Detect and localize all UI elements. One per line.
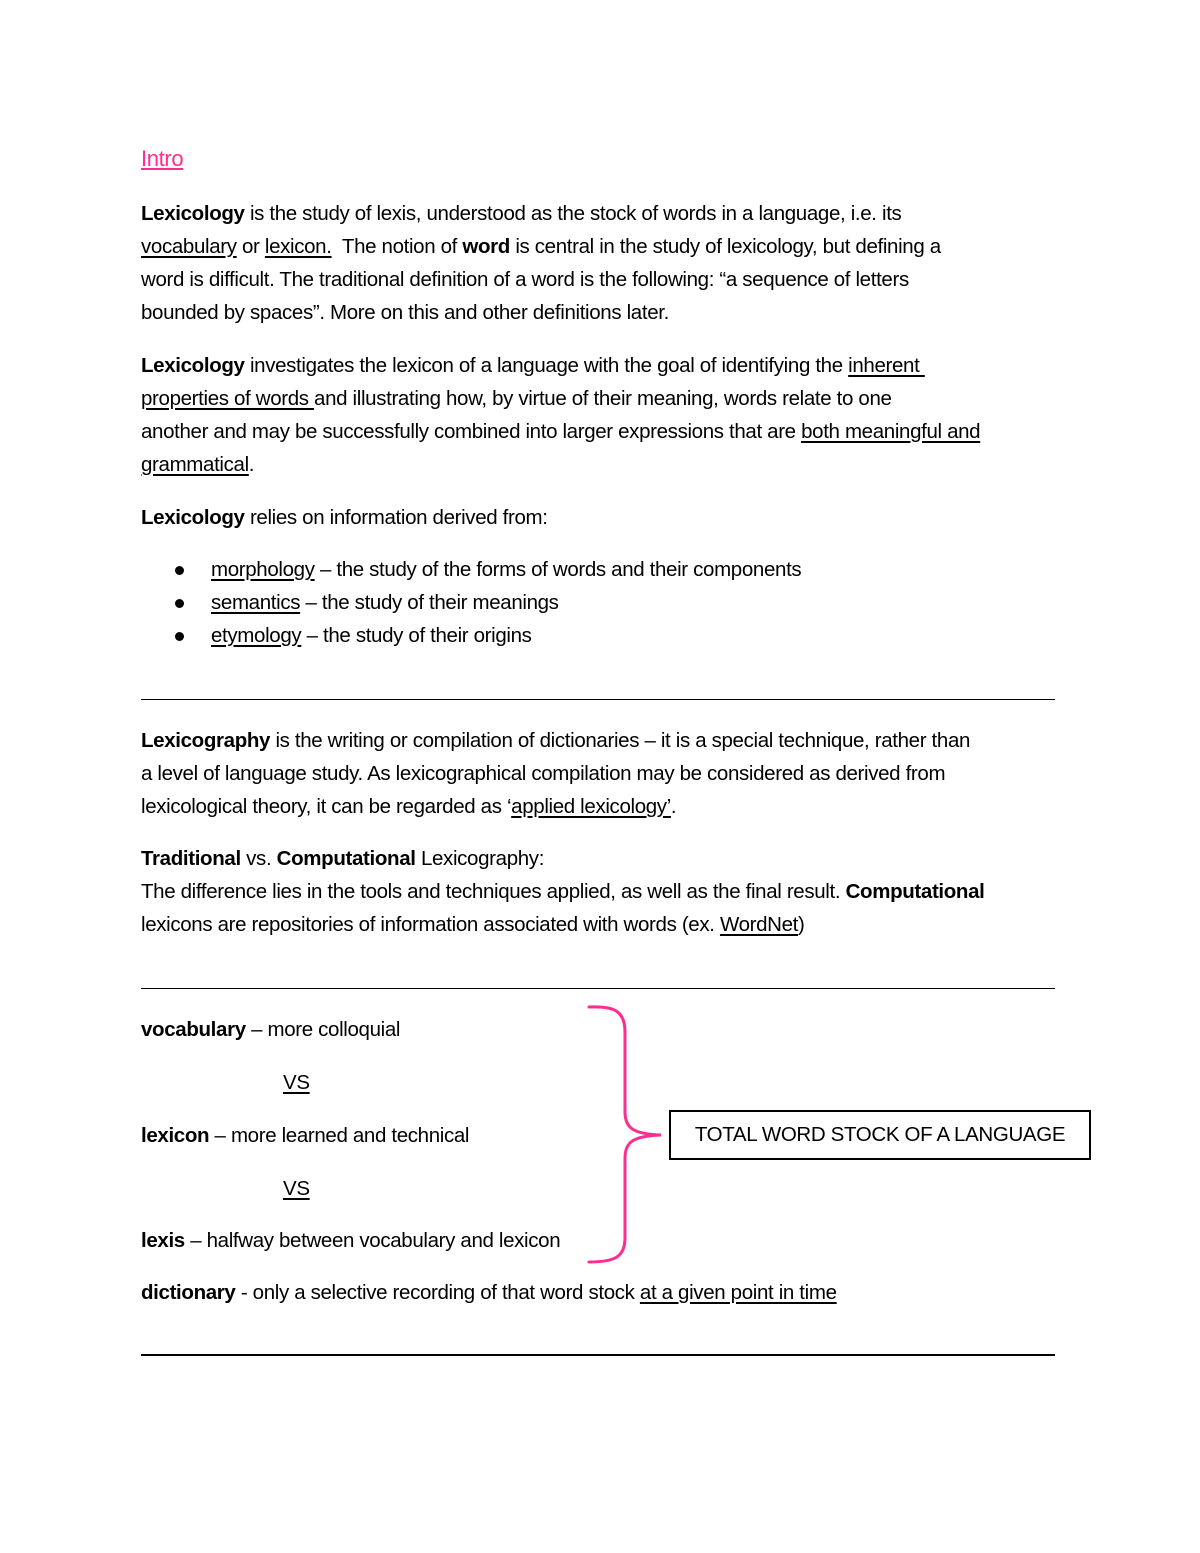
paragraph-line	[141, 203, 1071, 225]
underlined-term: applied lexicology’	[511, 795, 671, 818]
text: Lexicography:	[415, 847, 545, 870]
text: relies on information derived from:	[244, 506, 548, 529]
text: – halfway between vocabulary and lexicon	[184, 1229, 561, 1252]
bold-term: word	[462, 235, 510, 258]
paragraph-line	[141, 796, 1071, 818]
total-word-stock-box: TOTAL WORD STOCK OF A LANGUAGE	[669, 1110, 1091, 1160]
vs-label	[283, 1072, 383, 1094]
bold-term: lexis	[141, 1229, 185, 1252]
text: lexicons are repositories of information associated with words (ex.	[141, 913, 720, 936]
paragraph-line: word is difficult. The traditional definition of a word is the following: “a sequence of letters	[141, 268, 909, 291]
text: lexicological theory, it can be regarded as ‘	[141, 795, 512, 818]
text: )	[798, 913, 805, 936]
underlined-term: WordNet	[719, 913, 799, 936]
bold-term: Lexicography	[141, 729, 271, 752]
divider	[141, 699, 1055, 700]
text: .	[248, 453, 255, 476]
paragraph-line	[141, 355, 1071, 377]
term-dictionary	[141, 1282, 1071, 1304]
vs-label	[283, 1178, 383, 1200]
list-item	[211, 592, 1141, 614]
list-item	[211, 625, 1141, 647]
text: VS	[283, 1071, 310, 1094]
divider	[141, 988, 1055, 989]
bold-term: Lexicology	[141, 202, 245, 225]
paragraph-line	[141, 507, 1071, 529]
text: – the study of the forms of words and their components	[314, 558, 802, 581]
bold-term: Traditional	[141, 847, 241, 870]
bullet-icon	[175, 632, 184, 641]
bold-term: Lexicology	[141, 354, 245, 377]
paragraph-line	[141, 730, 1071, 752]
list-item	[211, 559, 1141, 581]
text: – more learned and technical	[209, 1124, 470, 1147]
paragraph-line: bounded by spaces”. More on this and other definitions later.	[141, 301, 669, 324]
paragraph-line	[141, 848, 1071, 870]
text: is the writing or compilation of dictionaries – it is a special technique, rather than	[270, 729, 971, 752]
underlined-term: inherent	[848, 354, 925, 377]
underlined-term: grammatical	[141, 453, 249, 476]
bold-term: Computational	[845, 880, 985, 903]
text: is the study of lexis, understood as the stock of words in a language, i.e. its	[244, 202, 902, 225]
paragraph-line	[141, 881, 1071, 903]
bold-term: vocabulary	[141, 1018, 246, 1041]
paragraph-line	[141, 421, 1071, 443]
text: The difference lies in the tools and techniques applied, as well as the final result.	[141, 880, 846, 903]
text: vs.	[240, 847, 277, 870]
underlined-term: both meaningful and	[801, 420, 981, 443]
divider	[141, 1354, 1055, 1356]
bold-term: lexicon	[141, 1124, 210, 1147]
text: another and may be successfully combined into larger expressions that are	[141, 420, 802, 443]
bold-term: dictionary	[141, 1281, 236, 1304]
underlined-term: morphology	[211, 558, 315, 581]
text: .	[670, 795, 677, 818]
text: – more colloquial	[245, 1018, 401, 1041]
text: and illustrating how, by virtue of their meaning, words relate to one	[314, 387, 892, 410]
paragraph-line	[141, 914, 1071, 936]
underlined-term: at a given point in time	[639, 1281, 837, 1304]
curly-brace-icon	[585, 1000, 675, 1270]
bold-term: Computational	[276, 847, 416, 870]
paragraph-line: a level of language study. As lexicographical compilation may be considered as derived from	[141, 762, 946, 785]
text: The notion of	[331, 235, 463, 258]
underlined-term: semantics	[211, 591, 301, 614]
underlined-term: properties of words	[141, 387, 315, 410]
underlined-term: etymology	[211, 624, 302, 647]
text: – the study of their meanings	[300, 591, 559, 614]
bold-term: Lexicology	[141, 506, 245, 529]
text: investigates the lexicon of a language with the goal of identifying the	[244, 354, 849, 377]
text: - only a selective recording of that word stock	[235, 1281, 640, 1304]
paragraph-line	[141, 236, 1071, 258]
underlined-term: vocabulary	[141, 235, 237, 258]
text: VS	[283, 1177, 310, 1200]
paragraph-line	[141, 454, 1071, 476]
text: or	[236, 235, 265, 258]
text: is central in the study of lexicology, but defining a	[509, 235, 941, 258]
underlined-term: lexicon.	[264, 235, 332, 258]
text: – the study of their origins	[301, 624, 532, 647]
section-title-intro: Intro	[141, 146, 184, 171]
bullet-icon	[175, 566, 184, 575]
paragraph-line	[141, 388, 1071, 410]
bullet-icon	[175, 599, 184, 608]
